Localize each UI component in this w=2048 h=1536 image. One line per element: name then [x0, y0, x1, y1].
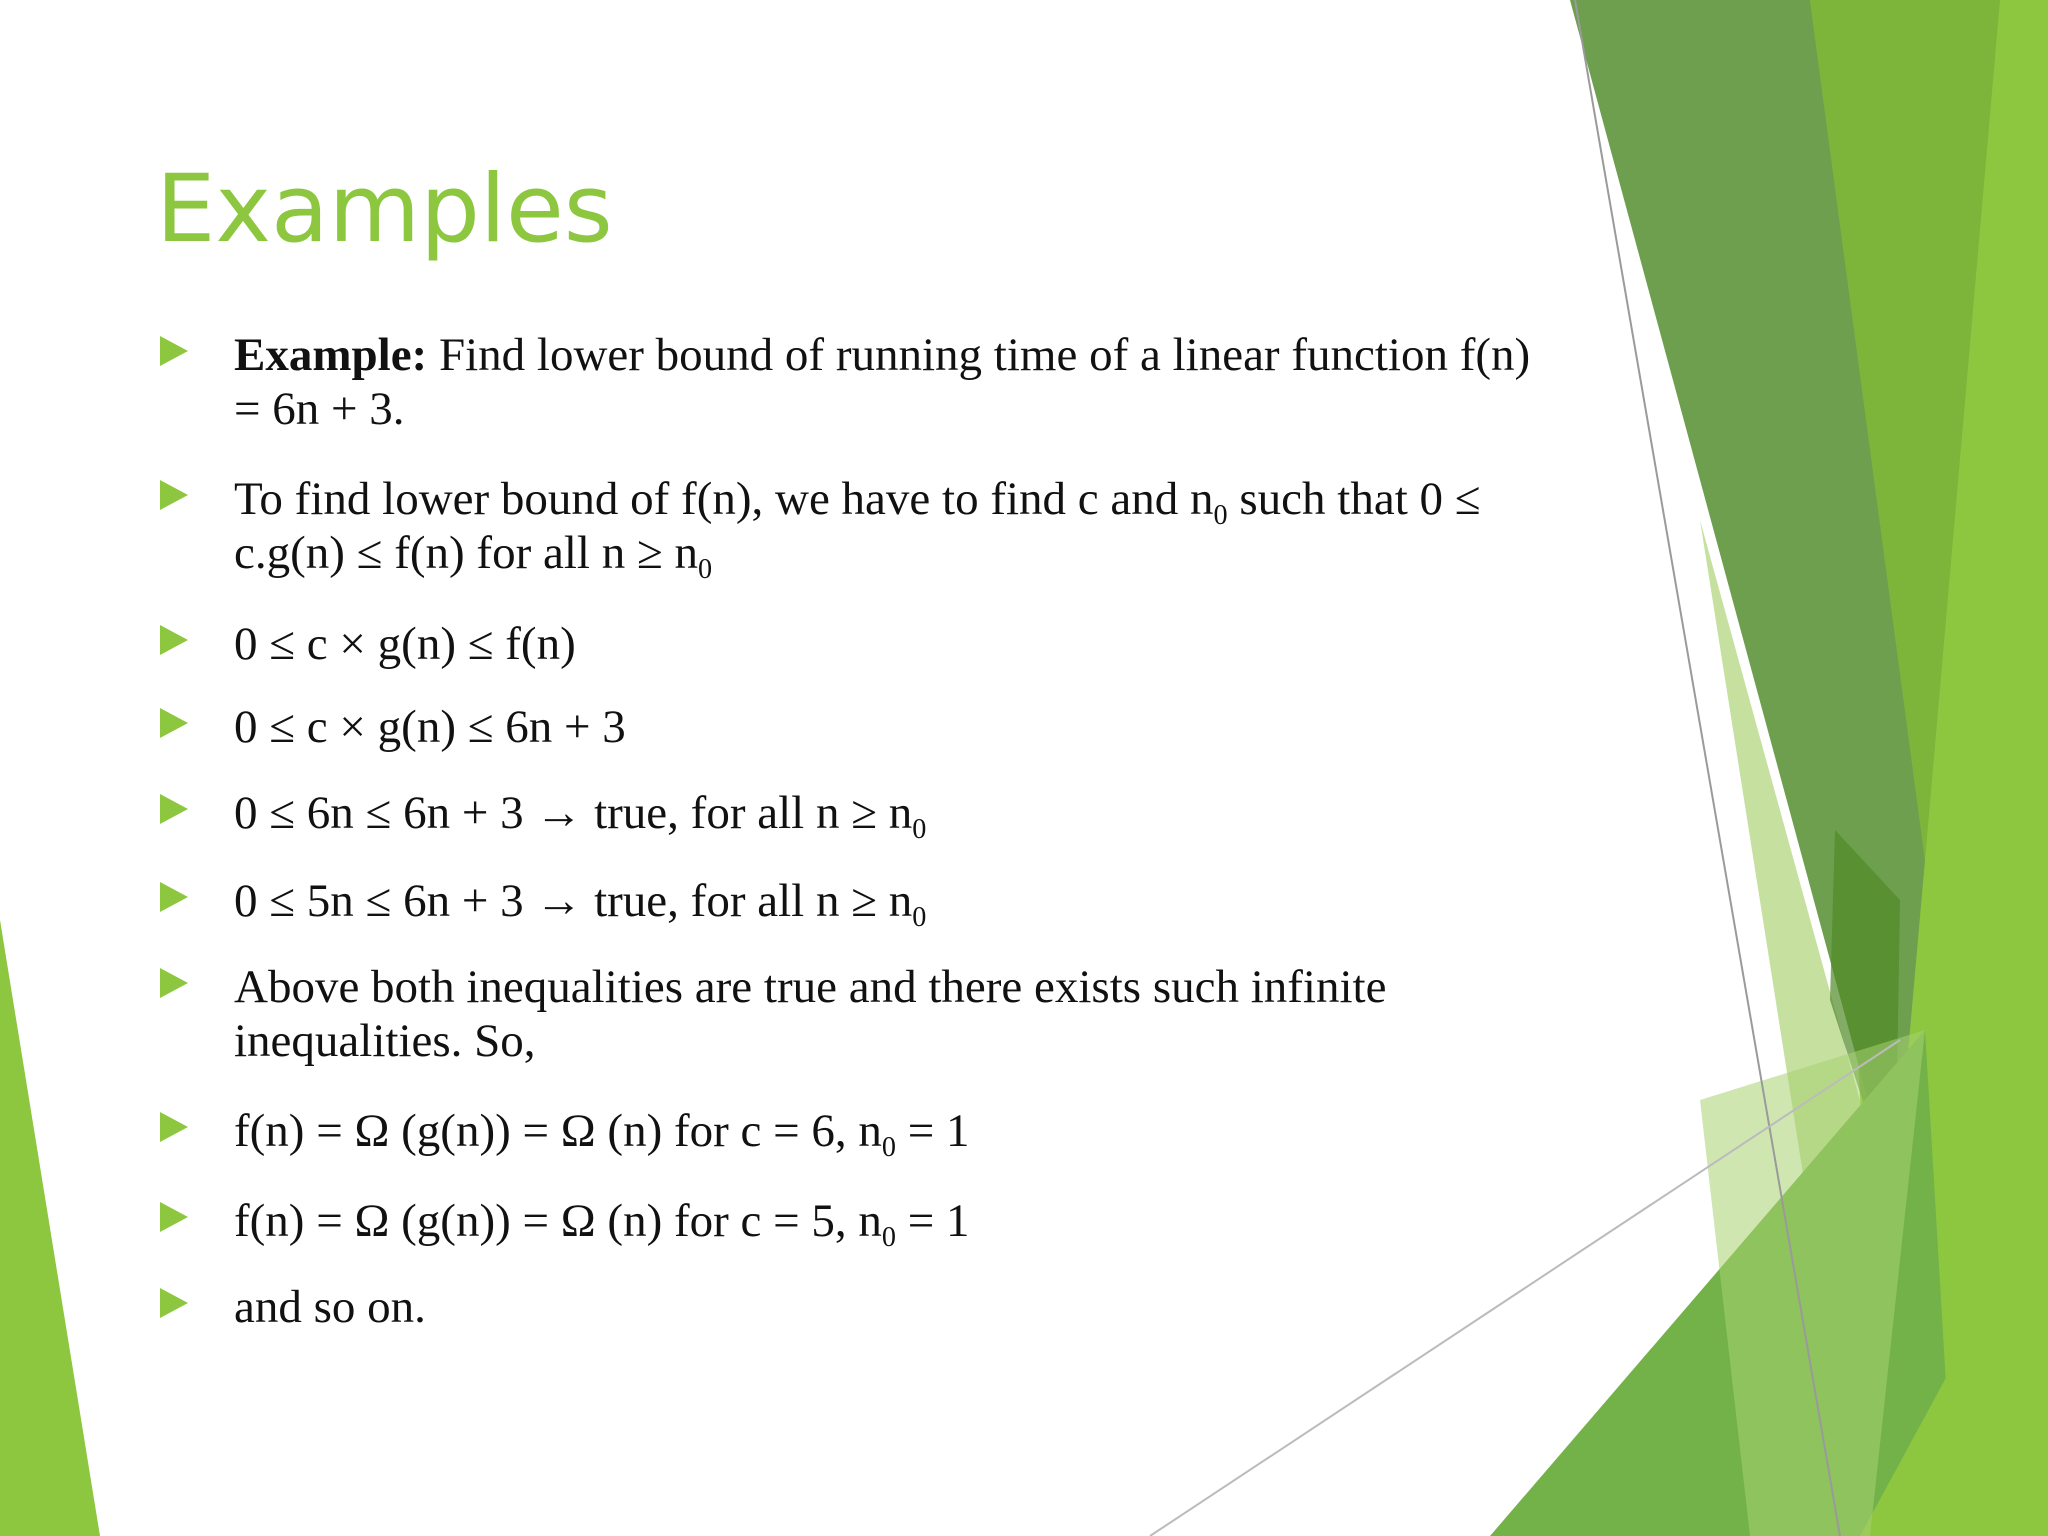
bullet-arrow-icon [160, 336, 188, 366]
subscript: 0 [881, 1131, 896, 1163]
text-run: Above both inequalities are true and there exists such infinite inequalities. So, [234, 961, 1387, 1067]
slide-title: Examples [156, 155, 613, 264]
subscript: 0 [912, 813, 927, 845]
text-run: Find lower bound of running time of a linear function f(n) = 6n + 3. [234, 329, 1531, 435]
bullet-text [234, 786, 1554, 845]
bullet-arrow-icon [160, 708, 188, 738]
bullet-arrow-icon [160, 794, 188, 824]
bullet-text [234, 328, 1554, 436]
text-run: = 1 [896, 1195, 970, 1247]
text-run: 0 ≤ c × g(n) ≤ 6n + 3 [234, 701, 626, 753]
subscript: 0 [1213, 499, 1228, 531]
bullet-text [234, 617, 1554, 671]
text-run: 0 ≤ 5n ≤ 6n + 3 → true, for all n ≥ n [234, 875, 913, 927]
bullet-text [234, 472, 1554, 585]
text-run: To find lower bound of f(n), we have to find c and n [234, 473, 1214, 525]
bullet-arrow-icon [160, 968, 188, 998]
bullet-arrow-icon [160, 480, 188, 510]
bullet-arrow-icon [160, 882, 188, 912]
bold-label: Example: [234, 329, 428, 381]
bullet-text [234, 960, 1554, 1068]
bullet-arrow-icon [160, 625, 188, 655]
text-run: f(n) = Ω (g(n)) = Ω (n) for c = 6, n [234, 1105, 882, 1157]
text-run: f(n) = Ω (g(n)) = Ω (n) for c = 5, n [234, 1195, 882, 1247]
bullet-arrow-icon [160, 1202, 188, 1232]
text-run: such that 0 ≤ c.g(n) ≤ f(n) for all n ≥ n [234, 473, 1481, 579]
text-run: 0 ≤ 6n ≤ 6n + 3 → true, for all n ≥ n [234, 787, 913, 839]
text-run: and so on. [234, 1281, 426, 1333]
text-run: = 1 [896, 1105, 970, 1157]
subscript: 0 [881, 1221, 896, 1253]
bullet-text [234, 1104, 1554, 1163]
subscript: 0 [912, 901, 927, 933]
bullet-text [234, 874, 1554, 933]
bullet-arrow-icon [160, 1288, 188, 1318]
text-run: 0 ≤ c × g(n) ≤ f(n) [234, 618, 576, 670]
bullet-text [234, 700, 1554, 754]
bullet-arrow-icon [160, 1112, 188, 1142]
subscript: 0 [698, 553, 713, 585]
bullet-text [234, 1280, 1554, 1334]
bullet-text [234, 1194, 1554, 1253]
